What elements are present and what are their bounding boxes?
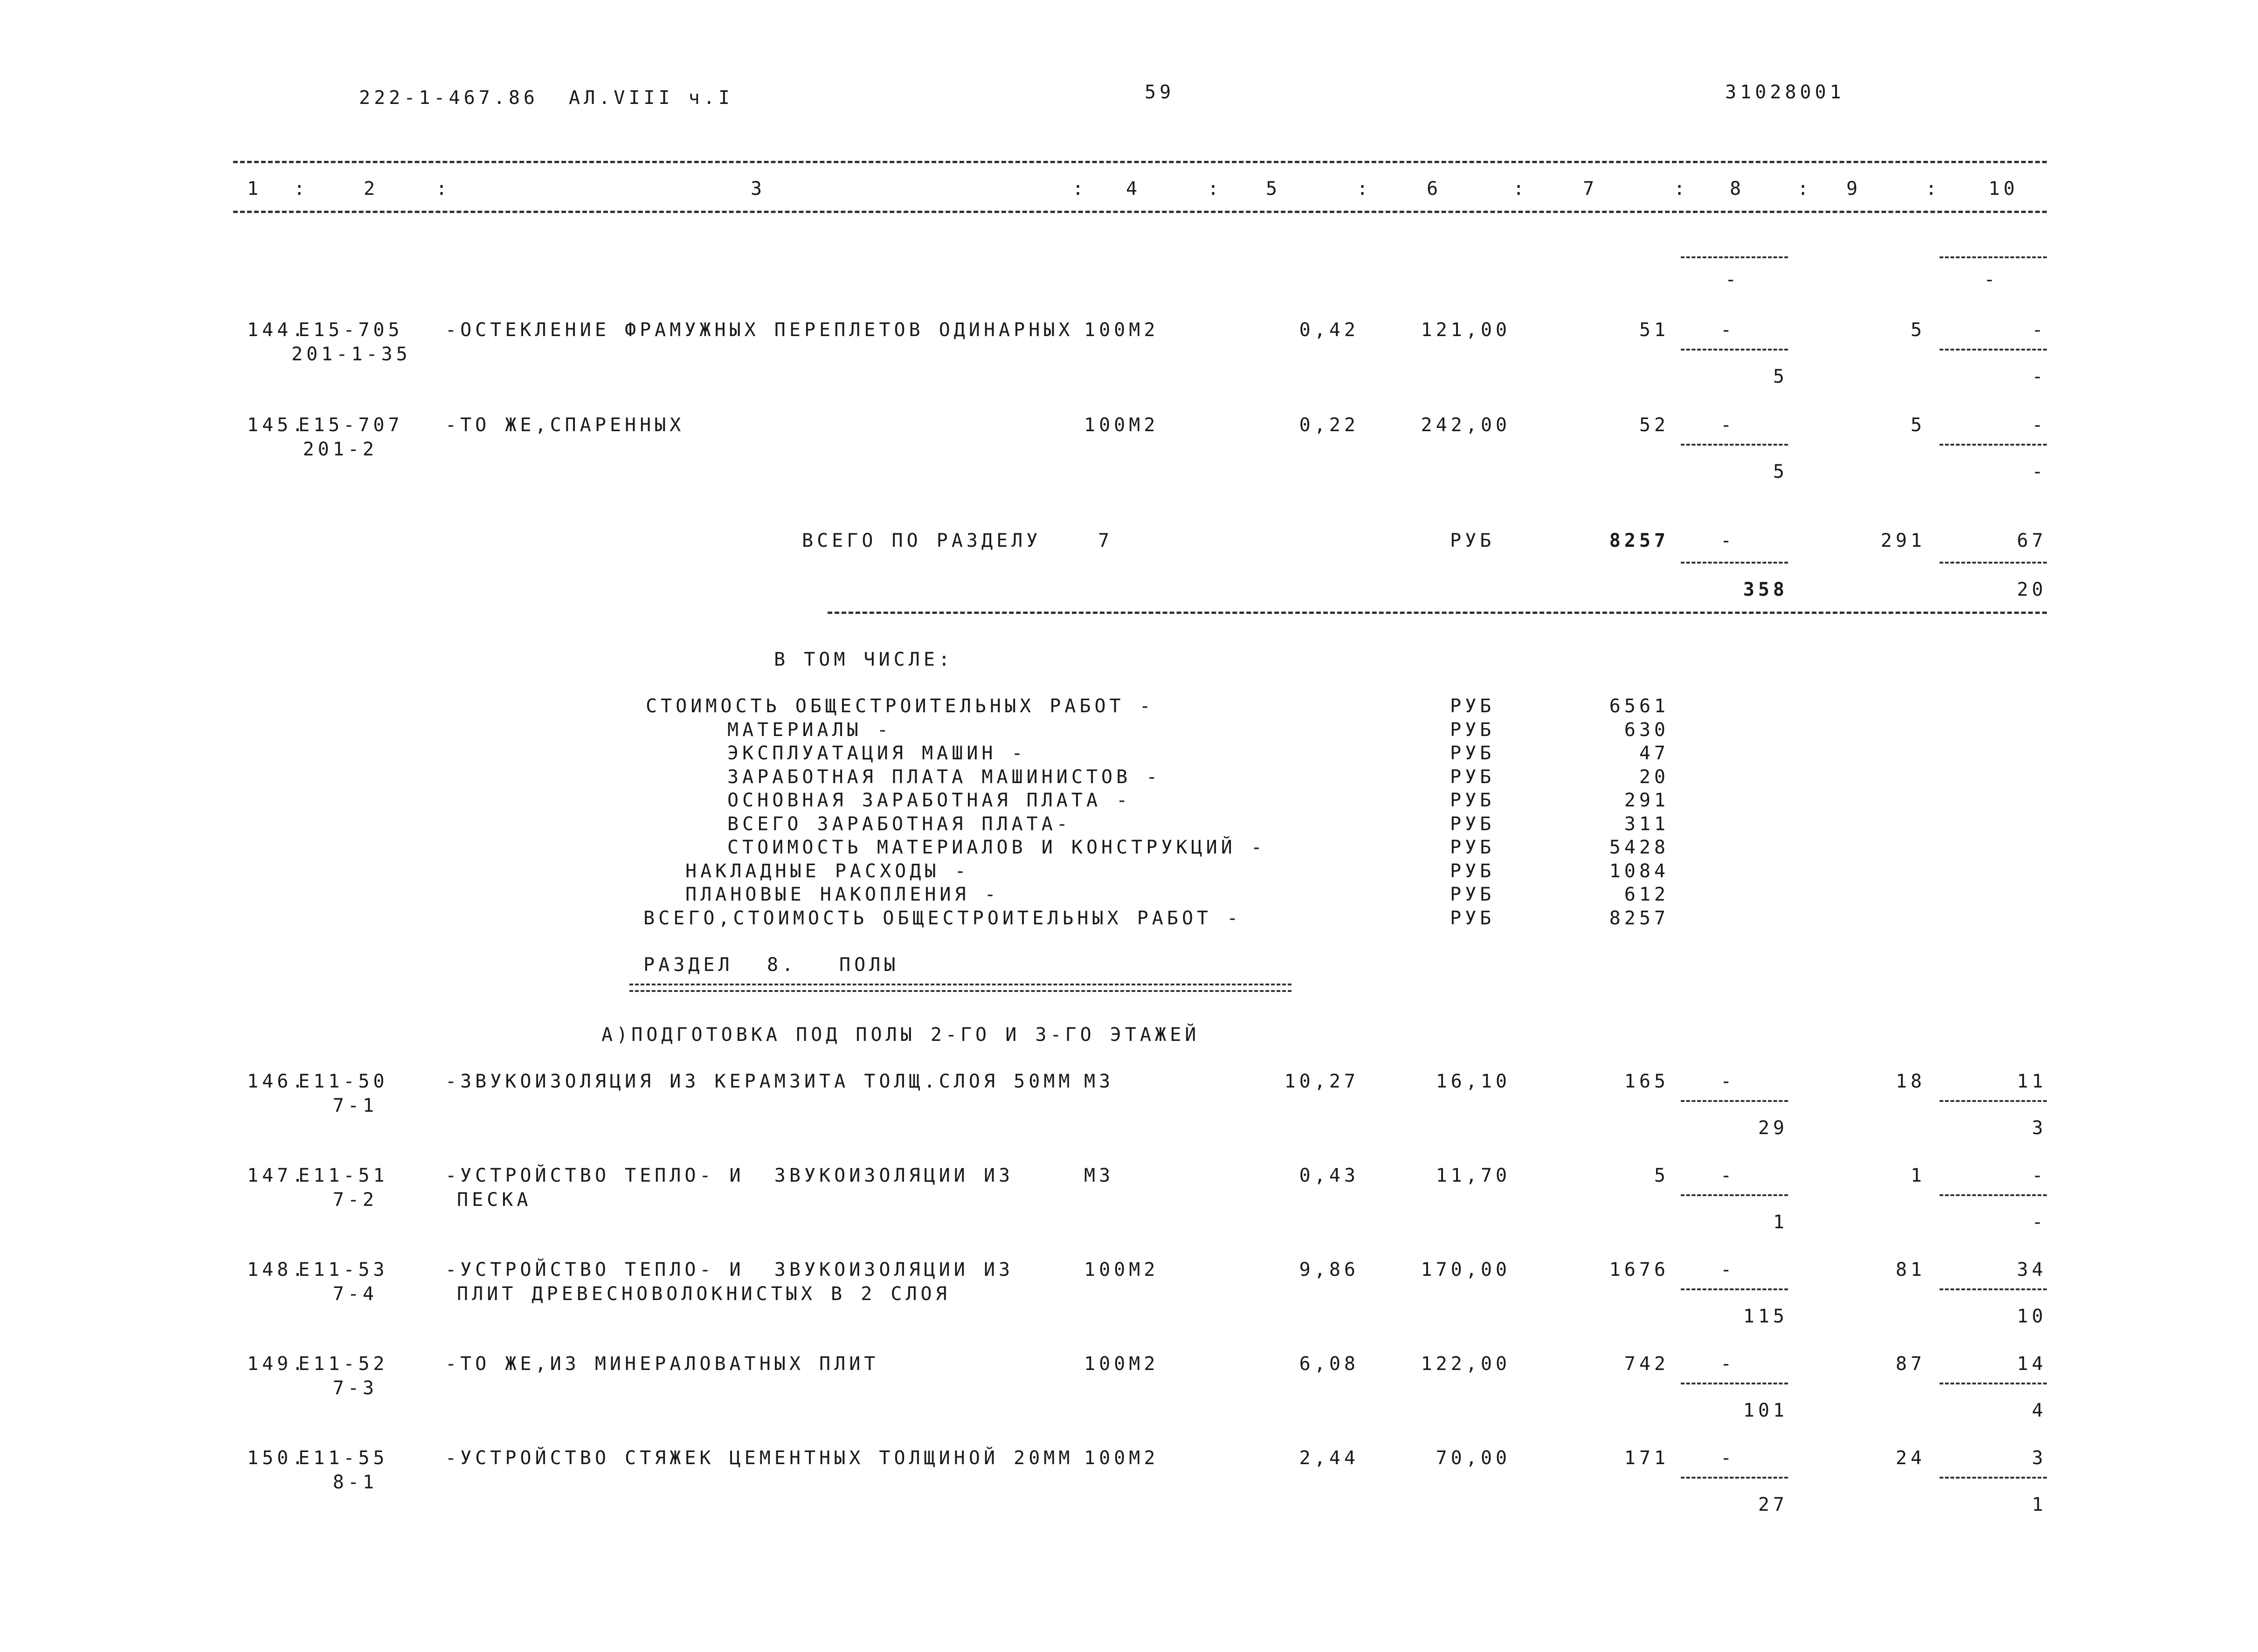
section-total-num: 7 (1098, 530, 1113, 551)
row-reference: 201-2 (303, 439, 378, 460)
row-col7: 165 (1624, 1071, 1669, 1092)
row-code: Е11-50 (298, 1071, 388, 1092)
row-reference: 7-1 (332, 1095, 378, 1116)
row-col10-rule (1940, 1100, 2047, 1102)
row-col10-rule (1940, 1477, 2047, 1479)
column-header-3: 3 (751, 178, 766, 200)
row-number: 144. (247, 319, 307, 341)
section-total-col8-rule (1681, 562, 1788, 564)
subsection-title: А)ПОДГОТОВКА ПОД ПОЛЫ 2-ГО И 3-ГО ЭТАЖЕЙ (601, 1024, 1200, 1046)
row-col9: 5 (1910, 414, 1926, 436)
section-total-unit: РУБ (1450, 530, 1495, 551)
row-description: -ТО ЖЕ,СПАРЕННЫХ (445, 414, 685, 436)
including-item-unit: РУБ (1450, 766, 1495, 788)
row-col7: 742 (1624, 1353, 1669, 1375)
row-number: 150. (247, 1447, 307, 1469)
row-quantity: 0,42 (1299, 319, 1359, 341)
row-code: Е11-53 (298, 1259, 388, 1280)
section-total-col10-rule (1940, 562, 2047, 564)
including-item-label: МАТЕРИАЛЫ - (727, 719, 892, 741)
row-col8: - (1720, 319, 1736, 341)
including-item-unit: РУБ (1450, 743, 1495, 764)
row-col10-bottom: - (2031, 366, 2047, 387)
row-col9: 1 (1910, 1165, 1926, 1186)
table-top-rule (233, 161, 2047, 163)
row-col8-rule (1681, 1288, 1788, 1290)
including-item-label: ОСНОВНАЯ ЗАРАБОТНАЯ ПЛАТА - (727, 790, 1132, 811)
column-header-bottom-rule (233, 211, 2047, 213)
row-code: Е11-51 (298, 1165, 388, 1186)
column-header-8: 8 (1730, 178, 1745, 200)
row-col10-bottom: - (2031, 1211, 2047, 1233)
row-description: -УСТРОЙСТВО ТЕПЛО- И ЗВУКОИЗОЛЯЦИИ ИЗ (445, 1165, 1014, 1186)
row-code: Е11-52 (298, 1353, 388, 1375)
including-item-unit: РУБ (1450, 790, 1495, 811)
row-description: -ОСТЕКЛЕНИЕ ФРАМУЖНЫХ ПЕРЕПЛЕТОВ ОДИНАРНЫХ (445, 319, 1074, 341)
row-col10-bottom: 4 (2031, 1400, 2047, 1421)
including-item-unit: РУБ (1450, 860, 1495, 882)
row-col8: - (1720, 1447, 1736, 1469)
row-col10-rule (1940, 1383, 2047, 1384)
row-unit: 100М2 (1084, 1259, 1159, 1280)
section-total-label: ВСЕГО ПО РАЗДЕЛУ (802, 530, 1042, 551)
row-description: -УСТРОЙСТВО СТЯЖЕК ЦЕМЕНТНЫХ ТОЛЩИНОЙ 20ММ (445, 1447, 1074, 1469)
row-number: 145. (247, 414, 307, 436)
row-description: -ЗВУКОИЗОЛЯЦИЯ ИЗ КЕРАМЗИТА ТОЛЩ.СЛОЯ 50ММ (445, 1071, 1074, 1092)
row-quantity: 10,27 (1284, 1071, 1359, 1092)
row-description: ПЛИТ ДРЕВЕСНОВОЛОКНИСТЫХ В 2 СЛОЯ (457, 1283, 951, 1305)
including-item-value: 630 (1624, 719, 1669, 741)
row-unit-price: 11,70 (1436, 1165, 1511, 1186)
including-item-unit: РУБ (1450, 695, 1495, 717)
including-item-unit: РУБ (1450, 907, 1495, 929)
row-quantity: 0,22 (1299, 414, 1359, 436)
row-unit: 100М2 (1084, 319, 1159, 341)
row-unit-price: 242,00 (1421, 414, 1511, 436)
row-quantity: 2,44 (1299, 1447, 1359, 1469)
row-col8-rule (1681, 1477, 1788, 1479)
including-item-label: ЭКСПЛУАТАЦИЯ МАШИН - (727, 743, 1027, 764)
row-col10: 11 (2016, 1071, 2047, 1092)
row-reference: 201-1-35 (291, 344, 411, 365)
row-unit-price: 170,00 (1421, 1259, 1511, 1280)
section8-label: РАЗДЕЛ (643, 954, 733, 976)
row-reference: 7-2 (332, 1189, 378, 1211)
row-col10-rule (1940, 1194, 2047, 1196)
row-col9: 24 (1895, 1447, 1926, 1469)
row-reference: 8-1 (332, 1472, 378, 1493)
column-header-6: 6 (1427, 178, 1442, 200)
row-col8-rule (1681, 349, 1788, 351)
column-header-1: 1 (247, 178, 262, 200)
column-separator: : (294, 178, 309, 200)
row-unit: 100М2 (1084, 414, 1159, 436)
including-item-label: НАКЛАДНЫЕ РАСХОДЫ - (685, 860, 970, 882)
row-col8: - (1720, 1071, 1736, 1092)
row-col8-bottom: 5 (1773, 461, 1788, 482)
album-label: АЛ.VIII ч.I (569, 87, 733, 109)
col10-top-rule (1940, 256, 2047, 258)
row-col8-bottom: 101 (1743, 1400, 1788, 1421)
row-reference: 7-4 (332, 1283, 378, 1305)
row-col9: 5 (1910, 319, 1926, 341)
row-col10: 34 (2016, 1259, 2047, 1280)
column-separator: : (1674, 178, 1689, 200)
row-unit-price: 70,00 (1436, 1447, 1511, 1469)
row-col8-rule (1681, 444, 1788, 446)
row-col8: - (1720, 1259, 1736, 1280)
row-col8-bottom: 115 (1743, 1306, 1788, 1327)
including-item-label: ВСЕГО,СТОИМОСТЬ ОБЩЕСТРОИТЕЛЬНЫХ РАБОТ - (643, 907, 1242, 929)
row-col10: - (2031, 414, 2047, 436)
section-total-col10: 67 (2016, 530, 2047, 551)
row-col10: 3 (2031, 1447, 2047, 1469)
col8-top-rule (1681, 256, 1788, 258)
including-item-value: 8257 (1609, 907, 1669, 929)
row-number: 147. (247, 1165, 307, 1186)
row-col10-bottom: 10 (2016, 1306, 2047, 1327)
row-unit: 100М2 (1084, 1447, 1159, 1469)
row-col7: 171 (1624, 1447, 1669, 1469)
column-header-4: 4 (1126, 178, 1141, 200)
row-code: Е15-707 (298, 414, 403, 436)
row-col10-bottom: 1 (2031, 1494, 2047, 1515)
col8-top-dash: - (1725, 269, 1740, 290)
row-quantity: 9,86 (1299, 1259, 1359, 1280)
row-unit: 100М2 (1084, 1353, 1159, 1375)
row-quantity: 6,08 (1299, 1353, 1359, 1375)
row-unit-price: 121,00 (1421, 319, 1511, 341)
row-col10-rule (1940, 349, 2047, 351)
including-item-value: 5428 (1609, 837, 1669, 858)
including-title: В ТОМ ЧИСЛЕ: (774, 649, 953, 670)
col10-top-dash: - (1984, 269, 1999, 290)
row-col8-bottom: 5 (1773, 366, 1788, 387)
row-unit-price: 122,00 (1421, 1353, 1511, 1375)
column-header-2: 2 (364, 178, 379, 200)
row-number: 146. (247, 1071, 307, 1092)
section-total-col10b: 20 (2016, 579, 2047, 600)
row-col7: 5 (1654, 1165, 1669, 1186)
row-col10-bottom: 3 (2031, 1117, 2047, 1139)
including-item-unit: РУБ (1450, 837, 1495, 858)
column-header-5: 5 (1266, 178, 1281, 200)
column-separator: : (436, 178, 451, 200)
section-total-col7: 8257 (1609, 530, 1669, 551)
row-col8: - (1720, 414, 1736, 436)
section-total-col8: - (1720, 530, 1736, 551)
row-col7: 52 (1639, 414, 1669, 436)
including-item-value: 47 (1639, 743, 1669, 764)
section8-double-rule (629, 984, 1291, 992)
row-reference: 7-3 (332, 1377, 378, 1399)
including-item-label: СТОИМОСТЬ ОБЩЕСТРОИТЕЛЬНЫХ РАБОТ - (646, 695, 1154, 717)
row-col7: 1676 (1609, 1259, 1669, 1280)
including-item-label: ВСЕГО ЗАРАБОТНАЯ ПЛАТА- (727, 813, 1071, 835)
row-col8-rule (1681, 1100, 1788, 1102)
column-header-9: 9 (1846, 178, 1862, 200)
column-separator: : (1797, 178, 1813, 200)
row-number: 148. (247, 1259, 307, 1280)
row-number: 149. (247, 1353, 307, 1375)
section-total-bottom-rule (828, 612, 2047, 614)
column-separator: : (1513, 178, 1528, 200)
including-item-unit: РУБ (1450, 884, 1495, 905)
row-col8: - (1720, 1353, 1736, 1375)
including-item-value: 20 (1639, 766, 1669, 788)
including-item-value: 291 (1624, 790, 1669, 811)
including-item-label: ЗАРАБОТНАЯ ПЛАТА МАШИНИСТОВ - (727, 766, 1161, 788)
row-col8-bottom: 29 (1758, 1117, 1788, 1139)
row-col10: - (2031, 319, 2047, 341)
row-description: -УСТРОЙСТВО ТЕПЛО- И ЗВУКОИЗОЛЯЦИИ ИЗ (445, 1259, 1014, 1280)
row-col8-bottom: 27 (1758, 1494, 1788, 1515)
column-separator: : (1072, 178, 1088, 200)
section8-title: ПОЛЫ (839, 954, 899, 976)
row-description: ПЕСКА (457, 1189, 532, 1211)
row-col7: 51 (1639, 319, 1669, 341)
row-quantity: 0,43 (1299, 1165, 1359, 1186)
row-col10: - (2031, 1165, 2047, 1186)
column-header-7: 7 (1583, 178, 1598, 200)
row-col8-rule (1681, 1194, 1788, 1196)
row-unit: М3 (1084, 1071, 1114, 1092)
row-unit: М3 (1084, 1165, 1114, 1186)
row-code: Е15-705 (298, 319, 403, 341)
row-col10-rule (1940, 444, 2047, 446)
row-col9: 81 (1895, 1259, 1926, 1280)
row-col9: 18 (1895, 1071, 1926, 1092)
including-item-unit: РУБ (1450, 719, 1495, 741)
column-separator: : (1357, 178, 1372, 200)
row-col10: 14 (2016, 1353, 2047, 1375)
including-item-unit: РУБ (1450, 813, 1495, 835)
including-item-value: 6561 (1609, 695, 1669, 717)
page-number: 59 (1145, 82, 1175, 103)
row-col8: - (1720, 1165, 1736, 1186)
row-col10-bottom: - (2031, 461, 2047, 482)
section8-num: 8. (767, 954, 797, 976)
column-separator: : (1926, 178, 1941, 200)
including-item-label: СТОИМОСТЬ МАТЕРИАЛОВ И КОНСТРУКЦИЙ - (727, 837, 1266, 858)
doc-id: 31028001 (1725, 82, 1845, 103)
row-col9: 87 (1895, 1353, 1926, 1375)
row-col8-rule (1681, 1383, 1788, 1384)
doc-code: 222-1-467.86 (359, 87, 539, 109)
row-code: Е11-55 (298, 1447, 388, 1469)
including-item-value: 311 (1624, 813, 1669, 835)
row-unit-price: 16,10 (1436, 1071, 1511, 1092)
including-item-label: ПЛАНОВЫЕ НАКОПЛЕНИЯ - (685, 884, 1000, 905)
row-description: -ТО ЖЕ,ИЗ МИНЕРАЛОВАТНЫХ ПЛИТ (445, 1353, 879, 1375)
column-header-10: 10 (1989, 178, 2019, 200)
including-item-value: 1084 (1609, 860, 1669, 882)
row-col8-bottom: 1 (1773, 1211, 1788, 1233)
including-item-value: 612 (1624, 884, 1669, 905)
section-total-col9: 291 (1880, 530, 1926, 551)
section-total-col8b: 358 (1743, 579, 1788, 600)
column-separator: : (1208, 178, 1223, 200)
row-col10-rule (1940, 1288, 2047, 1290)
